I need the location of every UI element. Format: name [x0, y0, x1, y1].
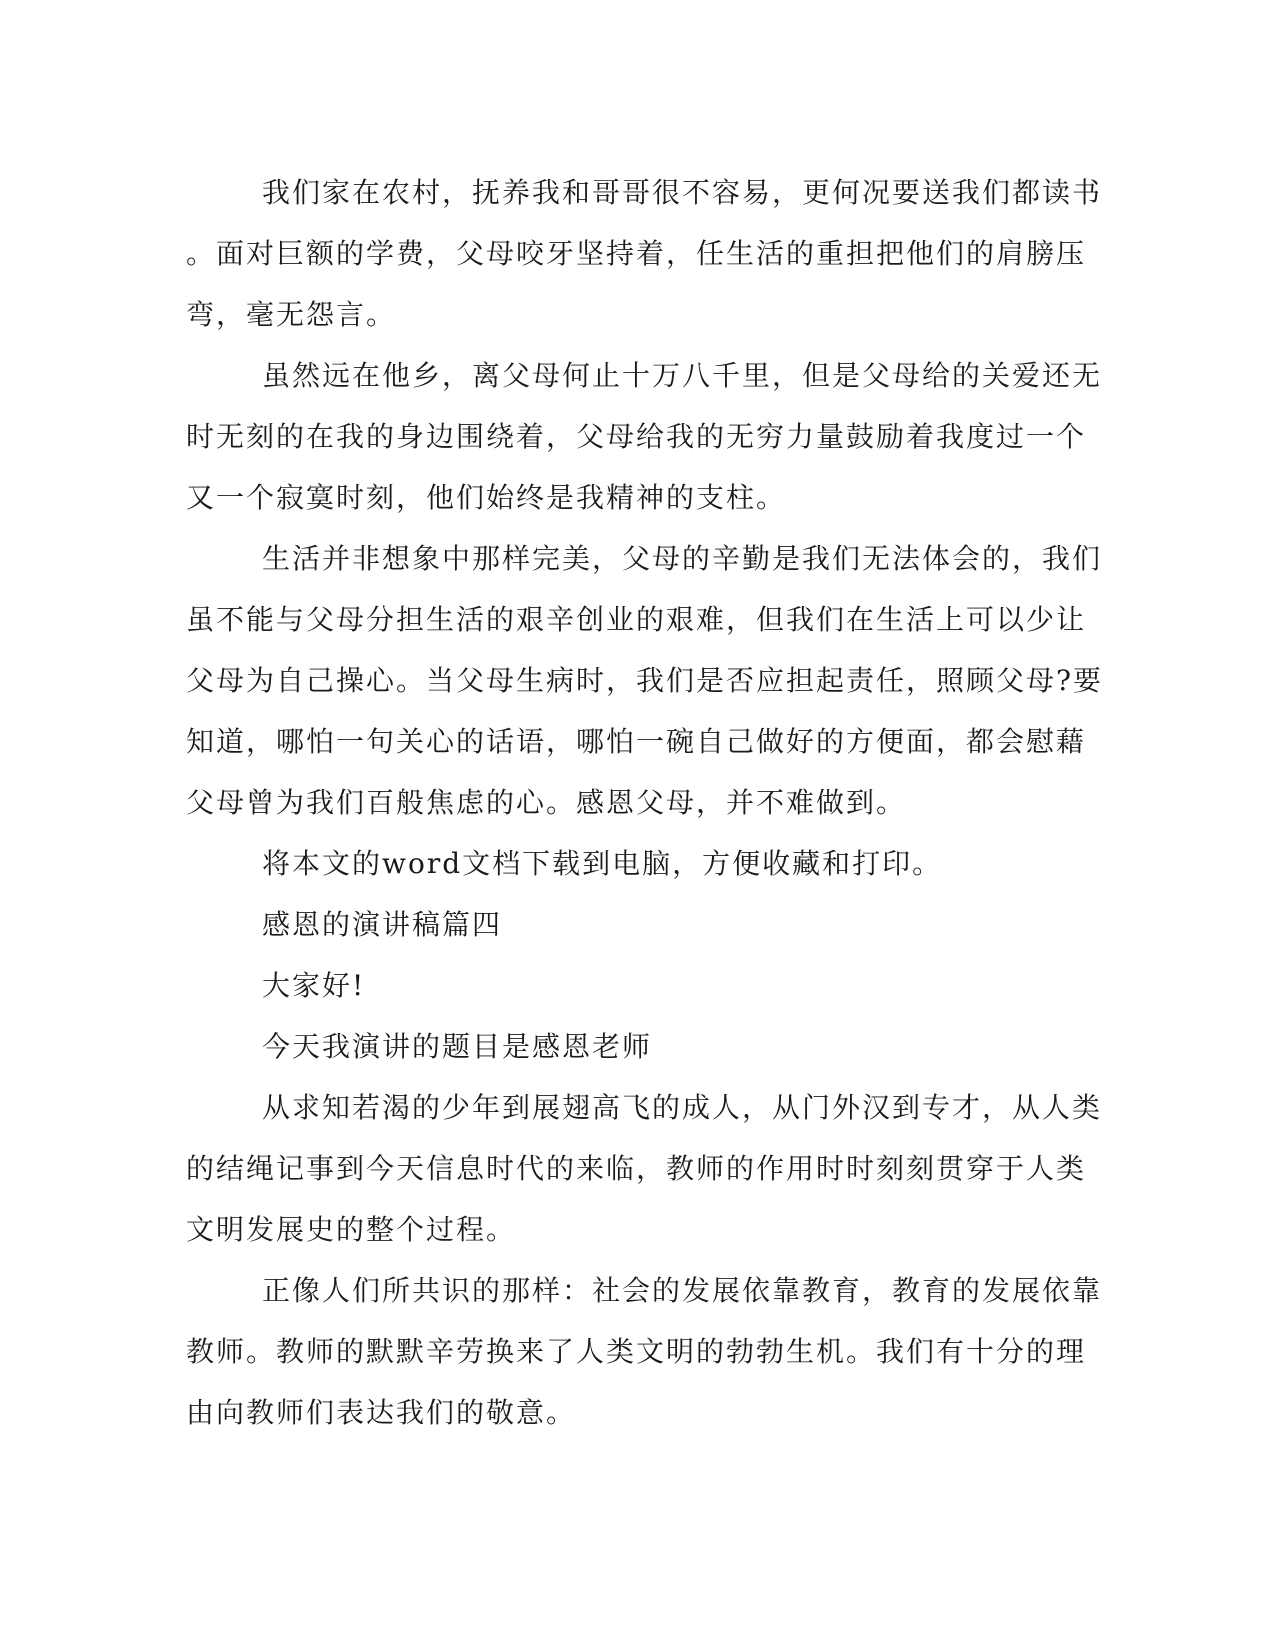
text-line: 我们家在农村，抚养我和哥哥很不容易，更何况要送我们都读书 — [262, 176, 1103, 209]
text-line: 虽不能与父母分担生活的艰辛创业的艰难，但我们在生活上可以少让 — [186, 603, 1087, 636]
paragraph-rural-family — [186, 162, 1103, 345]
text-line: 由向教师们表达我们的敬意。 — [186, 1396, 577, 1429]
text-line: 虽然远在他乡，离父母何止十万八千里，但是父母给的关爱还无 — [262, 359, 1103, 392]
text-line: 时无刻的在我的身边围绕着，父母给我的无穷力量鼓励着我度过一个 — [186, 420, 1087, 453]
paragraph-greeting — [186, 955, 1066, 1016]
text-line: 教师。教师的默默辛劳换来了人类文明的勃勃生机。我们有十分的理 — [186, 1335, 1087, 1368]
paragraph-life-not-perfect — [186, 528, 1104, 833]
document-body — [186, 162, 1104, 1443]
text-line: 感恩的演讲稿篇四 — [262, 908, 503, 941]
text-line: 文明发展史的整个过程。 — [186, 1213, 517, 1246]
text-line: 父母为自己操心。当父母生病时，我们是否应担起责任，照顾父母?要 — [186, 664, 1104, 697]
text-line: 正像人们所共识的那样：社会的发展依靠教育，教育的发展依靠 — [262, 1274, 1103, 1307]
paragraph-teacher-role — [186, 1077, 1103, 1260]
paragraph-far-from-home — [186, 345, 1103, 528]
text-line: 。面对巨额的学费，父母咬牙坚持着，任生活的重担把他们的肩膀压 — [186, 237, 1087, 270]
text-line: 又一个寂寞时刻，他们始终是我精神的支柱。 — [186, 481, 787, 514]
text-line: 将本文的word文档下载到电脑，方便收藏和打印。 — [262, 847, 943, 880]
text-line: 父母曾为我们百般焦虑的心。感恩父母，并不难做到。 — [186, 786, 907, 819]
text-line: 知道，哪怕一句关心的话语，哪怕一碗自己做好的方便面，都会慰藉 — [186, 725, 1087, 758]
paragraph-download-note — [186, 833, 1066, 894]
paragraph-education — [186, 1260, 1103, 1443]
text-line: 大家好! — [262, 969, 366, 1002]
section-heading — [186, 894, 1066, 955]
text-line: 生活并非想象中那样完美，父母的辛勤是我们无法体会的，我们 — [262, 542, 1103, 575]
text-line: 从求知若渴的少年到展翅高飞的成人，从门外汉到专才，从人类 — [262, 1091, 1103, 1124]
text-line: 的结绳记事到今天信息时代的来临，教师的作用时时刻刻贯穿于人类 — [186, 1152, 1087, 1185]
paragraph-topic — [186, 1016, 1066, 1077]
text-line: 弯，毫无怨言。 — [186, 298, 397, 331]
text-line: 今天我演讲的题目是感恩老师 — [262, 1030, 653, 1063]
